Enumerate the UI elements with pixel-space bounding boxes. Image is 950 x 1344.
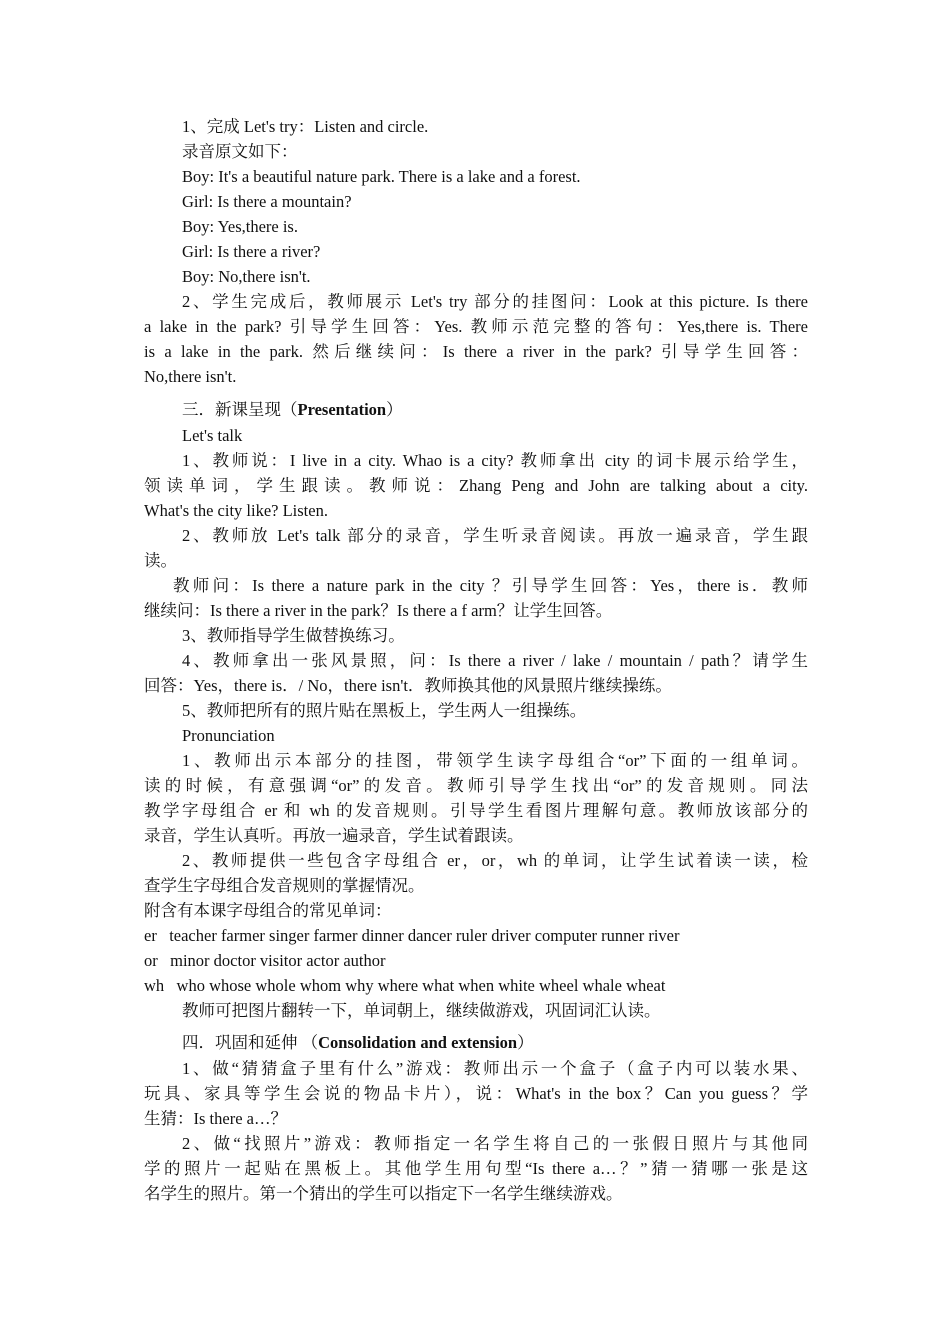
text-line: is a lake in the park. 然后继续问：Is there a river in the park? 引导学生回答：: [144, 342, 808, 361]
text-line: Girl: Is there a mountain?: [182, 192, 352, 211]
word-list-wh: wh who whose whole whom why where what when white wheel whale wheat: [144, 976, 666, 995]
text-line: 录音原文如下：: [182, 142, 298, 161]
text-line: 2、学生完成后，教师展示 Let's try 部分的挂图问：Look at this picture. Is there: [182, 292, 808, 311]
text-line: 教师可把图片翻转一下，单词朝上，继续做游戏，巩固词汇认读。: [182, 1001, 661, 1020]
text-line: Boy: No,there isn't.: [182, 267, 311, 286]
text-line: 玩具、家具等学生会说的物品卡片），说：What's in the box？Can you guess？学: [144, 1084, 808, 1103]
text-line: Boy: Yes,there is.: [182, 217, 298, 236]
text-line: 读。: [144, 551, 177, 570]
text-line: 3、教师指导学生做替换练习。: [182, 626, 405, 645]
text-line: 教师问：Is there a nature park in the city ？引导学生回答：Yes，there is．教师: [173, 576, 808, 595]
text-line: 回答：Yes，there is．/ No，there isn't．教师换其他的风景照片继续操练。: [144, 676, 672, 695]
text-line: 2、教师放 Let's talk 部分的录音，学生听录音阅读。再放一遍录音，学生跟: [182, 526, 808, 545]
text-line: 读的时候，有意强调“or”的发音。教师引导学生找出“or”的发音规则。同法: [144, 776, 808, 795]
text-line: 1、完成 Let's try：Listen and circle.: [182, 117, 429, 136]
word-list-er: er teacher farmer singer farmer dinner dancer ruler driver computer runner river: [144, 926, 680, 945]
text-line: 4、教师拿出一张风景照，问：Is there a river / lake / mountain / path？请学生: [182, 651, 808, 670]
text-line: 生猜：Is there a…？: [144, 1109, 287, 1128]
text-line: 学的照片一起贴在黑板上。其他学生用句型“Is there a…？”猜一猜哪一张是这: [144, 1159, 808, 1178]
subsection-title: Let's talk: [182, 426, 243, 445]
word-list-or: or minor doctor visitor actor author: [144, 951, 386, 970]
text-line: 教学字母组合 er 和 wh 的发音规则。引导学生看图片理解句意。教师放该部分的: [144, 801, 808, 820]
section-heading: 四．巩固和延伸 （Consolidation and extension）: [182, 1033, 534, 1052]
text-line: a lake in the park? 引导学生回答：Yes. 教师示范完整的答句：Yes,there is. There: [144, 317, 808, 336]
subsection-title: Pronunciation: [182, 726, 275, 745]
text-line: 1、教师说：I live in a city. Whao is a city? 教师拿出 city 的词卡展示给学生，: [182, 451, 808, 470]
section-heading: 三．新课呈现（Presentation）: [182, 400, 403, 419]
text-line: No,there isn't.: [144, 367, 237, 386]
text-line: 5、教师把所有的照片贴在黑板上，学生两人一组操练。: [182, 701, 587, 720]
text-line: 查学生字母组合发音规则的掌握情况。: [144, 876, 425, 895]
text-line: 2、做“找照片”游戏：教师指定一名学生将自己的一张假日照片与其他同: [182, 1134, 808, 1153]
text-line: 继续问：Is there a river in the park？Is there a f arm？让学生回答。: [144, 601, 613, 620]
text-line: 领读单词，学生跟读。教师说：Zhang Peng and John are talking about a city.: [144, 476, 808, 495]
text-line: Boy: It's a beautiful nature park. There is a lake and a forest.: [182, 167, 581, 186]
text-line: 2、教师提供一些包含字母组合 er，or，wh 的单词，让学生试着读一读，检: [182, 851, 808, 870]
text-line: 录音，学生认真听。再放一遍录音，学生试着跟读。: [144, 826, 524, 845]
text-line: 附含有本课字母组合的常见单词：: [144, 901, 392, 920]
text-line: 1、教师出示本部分的挂图，带领学生读字母组合“or”下面的一组单词。: [182, 751, 808, 770]
text-line: 名学生的照片。第一个猜出的学生可以指定下一名学生继续游戏。: [144, 1184, 623, 1203]
text-line: 1、做“猜猜盒子里有什么”游戏：教师出示一个盒子（盒子内可以装水果、: [182, 1059, 808, 1078]
text-line: What's the city like? Listen.: [144, 501, 328, 520]
text-line: Girl: Is there a river?: [182, 242, 321, 261]
